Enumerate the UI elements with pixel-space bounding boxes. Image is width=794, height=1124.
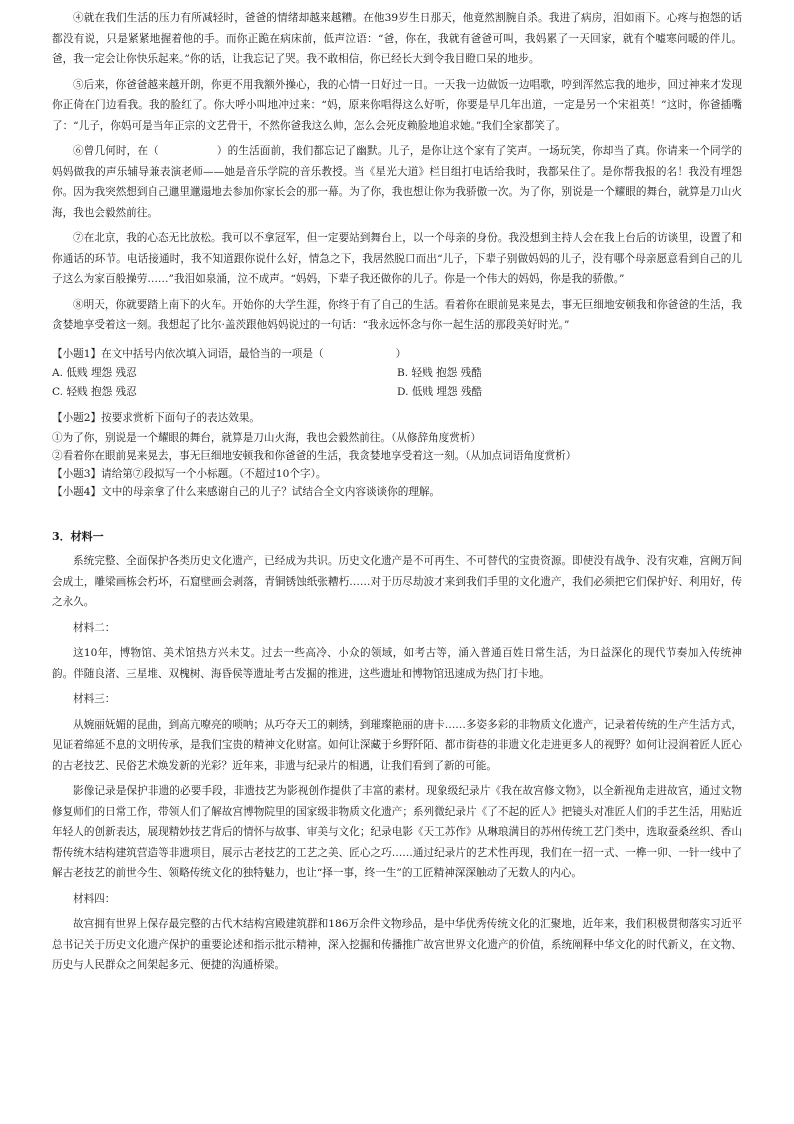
material-3-paragraph-1: 从婉丽妩媚的昆曲，到高亢嘹亮的唢呐；从巧夺天工的刺绣，到璀璨艳丽的唐卡……多姿多彩的非物质文化遗产，记录着传统的生产生活方式，见证着绵延不息的文明传承，是我们宝贵的精神文化财富。如何让深藏于乡野阡陌、都市街巷的非遗文化走进更多人的视野？如何让浸润着匠人匠心的古老技艺、民俗艺术焕发新的光彩？近年来，非遗与纪录片的相遇，让我们看到了新的可能。 [52,718,742,772]
options-grid [52,364,742,402]
paragraph-6-rest: 的生活面前，我们都忘记了幽默。儿子，是你让这个家有了笑声。一场玩笑，你却当了真。你请来一个同学的妈妈做我的声乐辅导兼表演老师——她是音乐学院的音乐教授。当《星光大道》栏目组打电话给我时，我都呆住了。是你帮我报的名！我没有埋怨你。因为我突然想到自己邋里邋遢地去参加你家长会的那一幕。为了你，我也想让你为我骄傲一次。为了你，别说是一个耀眼的舞台，就算是刀山火海，我也会毅然前往。 [52,145,743,219]
paragraph-4: ④就在我们生活的压力有所减轻时，爸爸的情绪却越来越糟。在他39岁生日那天，他竟然割腕自杀。我进了病房，泪如雨下。心疼与抱怨的话都没有说，只是紧紧地握着他的手。而你正跪在病床前，低声泣语：“爸，你在，我就有爸爸可叫，我妈累了一天回家，就有个嘘寒问暖的伴儿。爸，我一定会让你快乐起来。”你的话，让我忘记了哭。我不敢相信，你已经长大到令我目瞪口呆的地步。 [52,12,742,65]
option-a: A. 低贱 埋怨 残忍 [52,367,137,379]
material-4: 故宫拥有世界上保存最完整的古代木结构宫殿建筑群和186万余件文物珍品，是中华优秀传统文化的汇聚地，近年来，我们积极贯彻落实习近平总书记关于历史文化遗产保护的重要论述和指示批示精神，深入挖掘和传播推广故宫世界文化遗产的价值，系统阐释中华文化的时代新义，在文物、历史与人民群众之间架起多元、便捷的沟通桥梁。 [52,918,742,971]
question-3: 【小题3】请给第⑦段拟写一个小标题。（不超过10个字）。 [52,467,327,480]
question-1-text: 【小题1】在文中括号内依次填入词语，最恰当的一项是（ [52,347,324,360]
paragraph-5: ⑤后来，你爸爸越来越开朗，你更不用我额外操心，我的心情一日好过一日。一天我一边做饭一边唱歌，哼到浑然忘我的地步，回过神来才发现你正倚在门边看我。我的脸红了。你大呼小叫地冲过来：“妈，原来你唱得这么好听，你要是早几年出道，一定是另一个宋祖英！”这时，你爸插嘴了：“儿子，你妈可是当年正宗的文艺骨干，不然你爸我这么帅，怎么会死皮赖脸地追求她。”我们全家都笑了。 [52,78,742,132]
document-page [52,8,742,976]
material-2: 这10年，博物馆、美术馆热方兴未艾。过去一些高冷、小众的领域，如考古等，涌入普通百姓日常生活，为日益深化的现代节奏加入传统神韵。伴随良渚、三星堆、双槐树、海昏侯等遗址考古发掘的推进，这些遗址和博物馆迅速成为热门打卡地。 [52,647,742,680]
option-b: B. 轻贱 抱怨 残酷 [397,367,482,379]
question-2-item-2: ②看着你在眼前晃来晃去，事无巨细地安顿我和你爸爸的生活，我贪婪地享受着这一刻。（从加点词语角度赏析） [52,449,577,462]
paragraph-6-start: ⑥曾几何时，在 [73,145,149,157]
material-1: 系统完整、全面保护各类历史文化遗产，已经成为共识。历史文化遗产是不可再生、不可替代的宝贵资源。即使没有战争、没有灾难，宫阙万间会成土，雕梁画栋会朽坏，石窟壁画会剥落，青铜锈蚀纸张糟朽……对于历尽劫波才来到我们手里的文化遗产，我们必须把它们保护好、利用好，传之永久。 [52,555,742,608]
paragraph-7: ⑦在北京，我的心态无比放松。我可以不拿冠军，但一定要站到舞台上，以一个母亲的身份。我没想到主持人会在我上台后的访谈里，设置了和你通话的环节。电话接通时，我不知道跟你说什么好，情急之下，我居然脱口而出“儿子，下辈子别做妈妈的儿子，没有哪个母亲愿意看到自己的儿子这么为家百般操劳……”我泪如泉涌，泣不成声。“妈妈，下辈子我还做你的儿子。你是一个伟大的妈妈，你是我的骄傲。” [52,232,742,285]
material-4-label: 材料四： [73,892,116,905]
option-c: C. 轻贱 抱怨 残忍 [52,386,137,398]
section-3-heading: 3．材料一 [52,529,104,543]
question-2-item-1: ①为了你，别说是一个耀眼的舞台，就算是刀山火海，我也会毅然前往。（从修辞角度赏析） [52,431,482,444]
question-2: 【小题2】按要求赏析下面句子的表达效果。 [52,412,261,424]
paragraph-8: ⑧明天，你就要踏上南下的火车。开始你的大学生涯，你终于有了自己的生活。看着你在眼前晃来晃去，事无巨细地安顿我和你爸爸的生活，我贪婪地享受着这一刻。我想起了比尔·盖茨跟他妈妈说过的一句话：“我永远怀念与你一起生活的那段美好时光。” [52,298,742,331]
material-3-paragraph-2: 影像记录是保护非遗的必要手段，非遗技艺为影视创作提供了丰富的素材。现象级纪录片《我在故宫修文物》，以全新视角走进故宫，通过文物修复师们的日常工作，带领人们了解故宫博物院里的国家级非物质文化遗产；系列微纪录片《了不起的匠人》把镜头对准匠人们的手艺生活，用贴近年轻人的创新表达，展现精妙技艺背后的情怀与故事、审美与文化；纪录电影《天工苏作》从琳琅满目的苏州传统工艺门类中，选取蚕桑丝织、香山帮传统木结构建筑营造等非遗项目，展示古老技艺的工艺之美、匠心之巧……通过纪录片的艺术性再现，我们在一招一式、一榫一卯、一针一线中了解古老技艺的前世今生、领略传统文化的独特魅力，也让“择一事，终一生”的工匠精神深深触动了无数人的内心。 [52,785,742,879]
question-1 [52,344,742,365]
material-2-label: 材料二： [73,621,116,634]
question-1-close: ） [395,347,407,360]
paragraph-6: ⑥曾几何时，在（ ）的生活面前，我们都忘记了幽默。儿子，是你让这个家有了笑声。一场玩笑，你却当了真。你请来一个同学的妈妈做我的声乐辅导兼表演老师——她是音乐学院的音乐教授。当《星光大道》栏目组打电话给我时，我都呆住了。是你帮我报的名！我没有埋怨你。因为我突然想到自己邋里邋遢地去参加你家长会的那一幕。为了你，我也想让你为我骄傲一次。为了你，别说是一个耀眼的舞台，就算是刀山火海，我也会毅然前往。 [52,145,743,219]
question-4: 【小题4】文中的母亲拿了什么来感谢自己的儿子？试结合全文内容谈谈你的理解。 [52,485,441,498]
option-d: D. 低贱 埋怨 残酷 [397,386,483,398]
material-3-label: 材料三： [73,693,116,705]
